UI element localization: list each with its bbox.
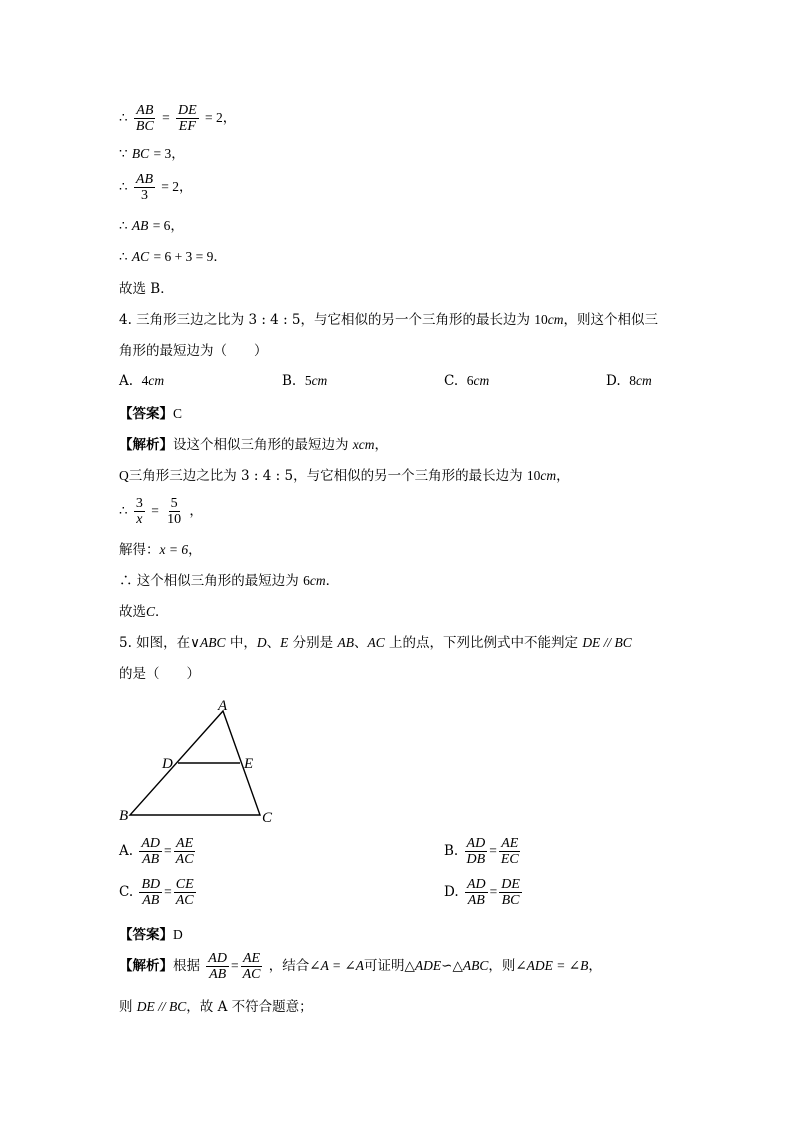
answer-4: 【答案】C: [119, 406, 183, 422]
solution-line-5: ∴ AC = 6 + 3 = 9．: [119, 249, 227, 265]
fraction-ab-3: $\frac{AB}{3}$: [135, 172, 153, 203]
q4-option-d: D. 8cm: [606, 373, 652, 389]
answer-5: 【答案】D: [119, 927, 183, 943]
q4-option-b: B. 5cm: [282, 373, 328, 389]
fraction-ab-bc: $\frac{AB}{BC}$: [135, 103, 154, 134]
explanation-4-line-4: 解得：x = 6，: [119, 542, 202, 558]
fraction-de-ef: $\frac{DE}{EF}$: [178, 103, 197, 134]
q4-option-c: C. 6cm: [444, 373, 490, 389]
label-b: B: [119, 808, 129, 824]
solution-line-4: ∴ AB = 6，: [119, 218, 184, 234]
q4-option-a: A. 4cm: [119, 373, 165, 389]
label-e: E: [244, 756, 254, 772]
explanation-5-line-1: 【解析】根据 $\frac{AD}{AB}$ = $\frac{AE}{AC}$ ，结合∠A = ∠A可证明△ADE∽△ABC，则∠ADE = ∠B，: [119, 951, 602, 982]
solution-line-1: ∴ $\frac{AB}{BC}$ = $\frac{DE}{EF}$ = 2，: [119, 103, 237, 134]
solution-line-2: ∵ BC = 3，: [119, 146, 185, 162]
solution-line-3: ∴ $\frac{AB}{3}$ = 2，: [119, 172, 193, 203]
q5-option-d: D. $\frac{AD}{AB}$ = $\frac{DE}{BC}$: [444, 877, 520, 908]
fraction-3-x: $\frac{3}{x}$: [135, 496, 143, 527]
question-5-line-1: 5. 如图，在∨ABC 中，D、E 分别是 AB、AC 上的点，下列比例式中不能判定 DE // BC: [119, 635, 632, 651]
explanation-4-line-1: 【解析】设这个相似三角形的最短边为 xcm，: [119, 437, 389, 453]
explanation-4-line-2: Q三角形三边之比为 3 : 4 : 5，与它相似的另一个三角形的最长边为 10cm，: [119, 468, 570, 484]
question-5-line-2: 的是（ ）: [119, 666, 200, 682]
explanation-4-line-6: 故选C．: [119, 604, 169, 620]
q5-option-c: C. $\frac{BD}{AB}$ = $\frac{CE}{AC}$: [119, 877, 194, 908]
fraction-5-10: $\frac{5}{10}$: [167, 496, 182, 527]
label-c: C: [262, 810, 273, 826]
q5-option-a: A. $\frac{AD}{AB}$ = $\frac{AE}{AC}$: [119, 836, 194, 867]
explanation-4-line-3: ∴ $\frac{3}{x}$ = $\frac{5}{10}$ ，: [119, 496, 203, 527]
triangle-figure: [110, 695, 290, 830]
explanation-4-line-5: ∴ 这个相似三角形的最短边为 6cm．: [119, 573, 340, 589]
explanation-5-line-2: 则 DE // BC，故 A 不符合题意；: [119, 999, 313, 1015]
question-4-line-2: 角形的最短边为（ ）: [119, 343, 268, 359]
label-d: D: [162, 756, 173, 772]
choice-line: 故选 B．: [119, 281, 174, 297]
label-a: A: [218, 698, 228, 714]
question-4-line-1: 4. 三角形三边之比为 3 : 4 : 5，与它相似的另一个三角形的最长边为 10cm，则这个相似三: [119, 312, 659, 328]
q5-option-b: B. $\frac{AD}{DB}$ = $\frac{AE}{EC}$: [444, 836, 519, 867]
